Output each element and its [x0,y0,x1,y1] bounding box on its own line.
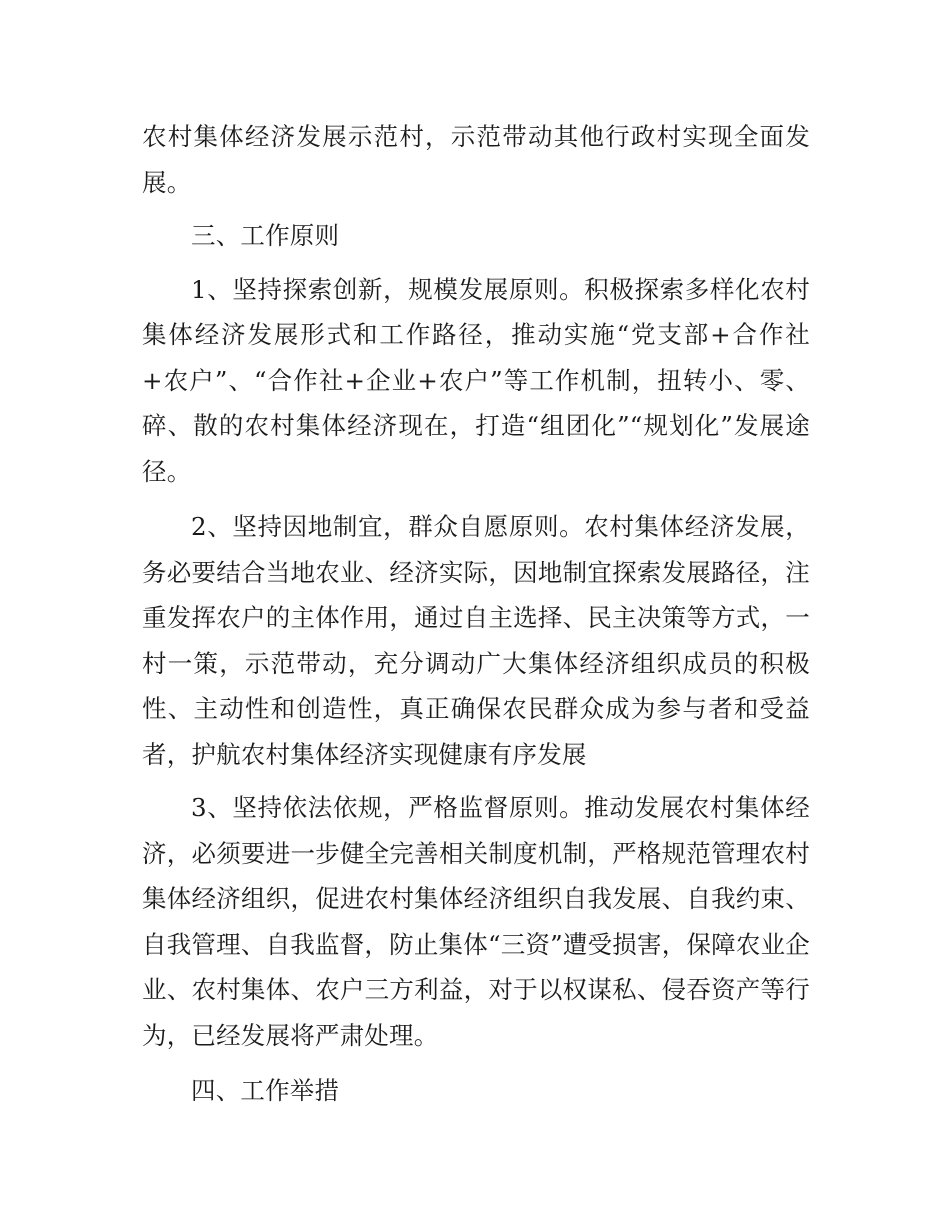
section-heading-principles: 三、工作原则 [191,221,340,250]
principle-1-paragraph: 1、坚持探索创新，规模发展原则。积极探索多样化农村集体经济发展形式和工作路径，推动实施“党支部+合作社+农户”、“合作社+企业+农户”等工作机制，扭转小、零、碎、散的农村集体经济现在，打造“组团化”“规划化”发展途径。 [142,274,810,486]
principle-2-paragraph: 2、坚持因地制宜，群众自愿原则。农村集体经济发展，务必要结合当地农业、经济实际，因地制宜探索发展路径，注重发挥农户的主体作用，通过自主选择、民主决策等方式，一村一策，示范带动，充分调动广大集体经济组织成员的积极性、主动性和创造性，真正确保农民群众成为参与者和受益者，护航农村集体经济实现健康有序发展 [142,512,810,769]
section-heading-measures: 四、工作举措 [191,1076,340,1105]
principle-3-paragraph: 3、坚持依法依规，严格监督原则。推动发展农村集体经济，必须要进一步健全完善相关制度机制，严格规范管理农村集体经济组织，促进农村集体经济组织自我发展、自我约束、自我管理、自我监督，防止集体“三资”遭受损害，保障农业企业、农村集体、农户三方利益，对于以权谋私、侵吞资产等行为，已经发展将严肃处理。 [142,793,810,1050]
paragraph-continuation: 农村集体经济发展示范村，示范带动其他行政村实现全面发展。 [142,122,810,197]
document-body [142,114,810,1114]
